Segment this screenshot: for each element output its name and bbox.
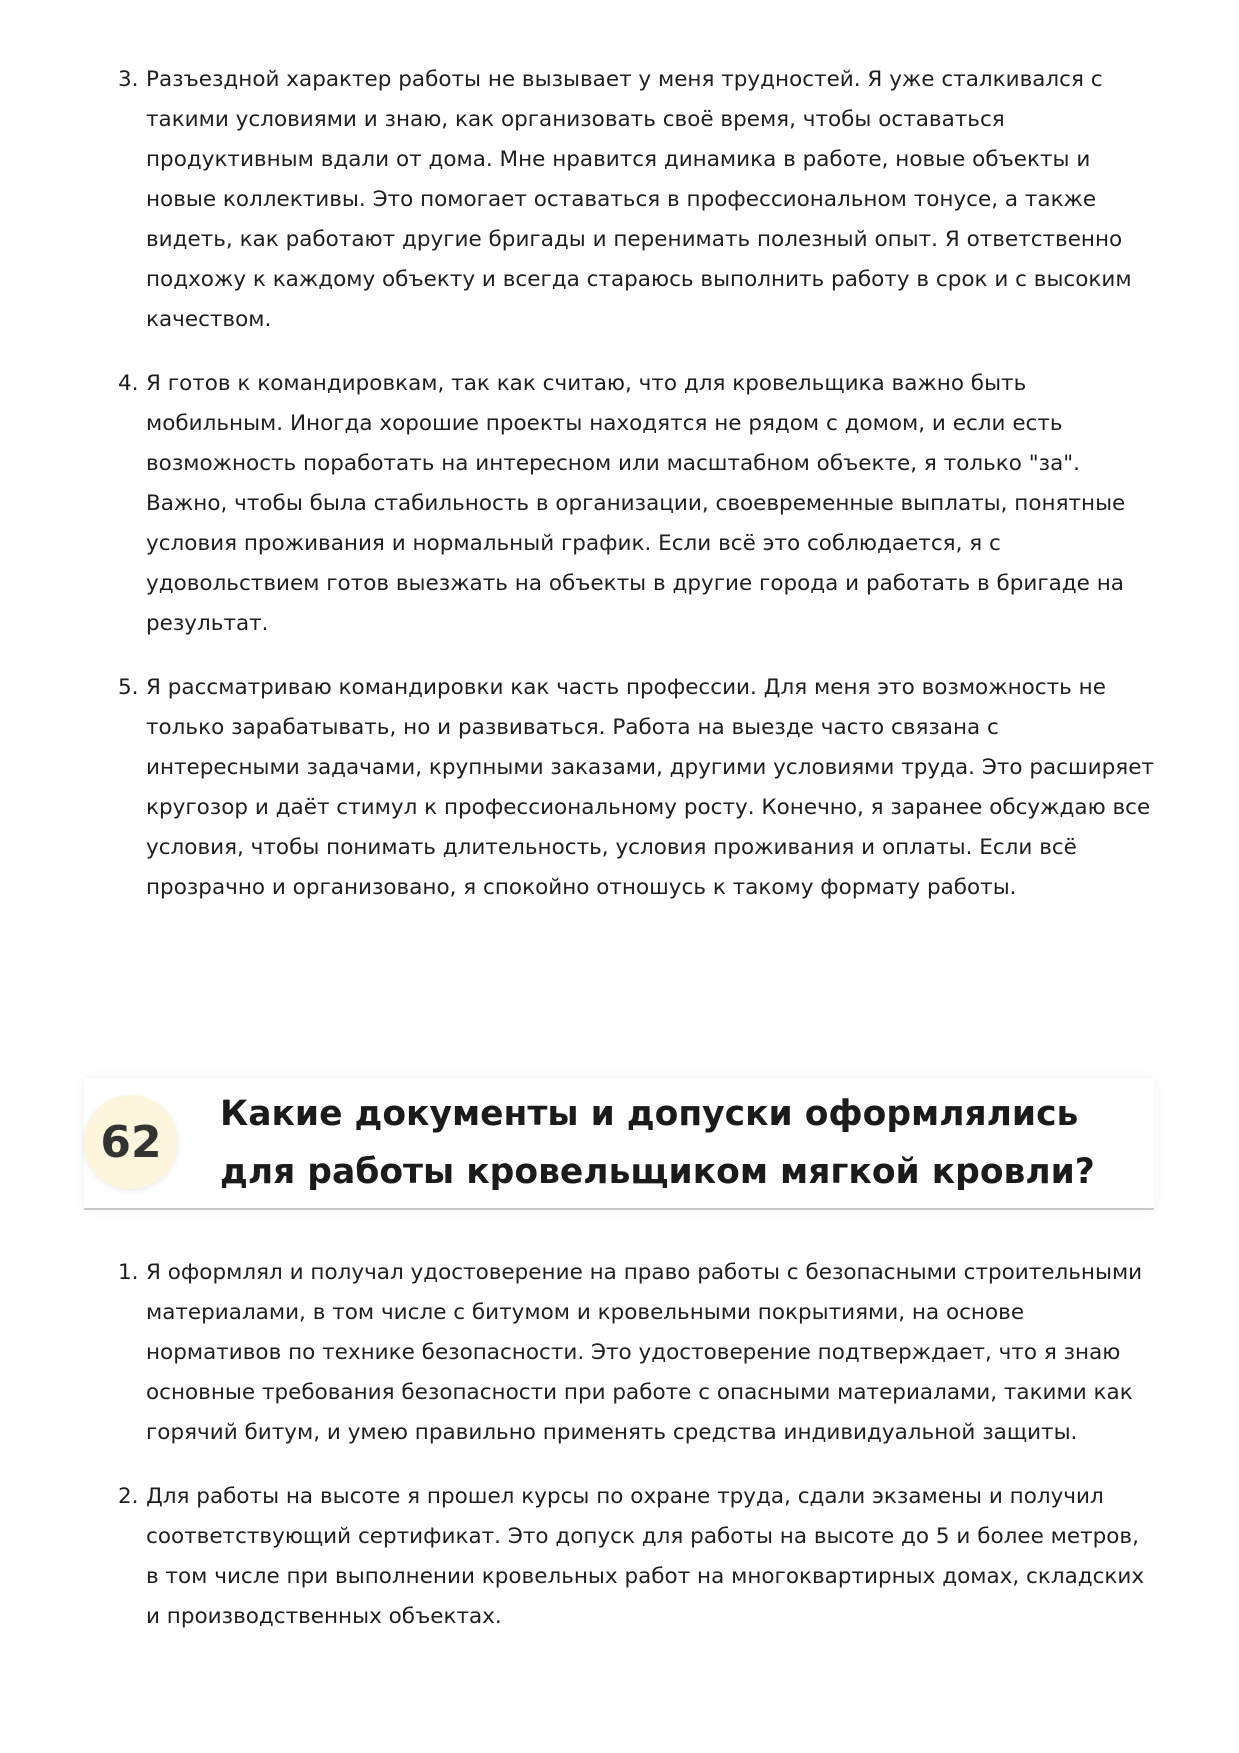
question-title: Какие документы и допуски оформлялись для работы кровельщиком мягкой кровли? — [220, 1094, 1095, 1192]
item-number: 2. — [118, 1484, 139, 1509]
item-text: Для работы на высоте я прошел курсы по охране труда, сдали экзамены и получил соответствующий сертификат. Это допуск для работы на высоте до 5 и более метров, в том числе при выполнении кровельных работ на многоквартирных домах, складских и производственных объектах. — [146, 1484, 1145, 1629]
item-text: Я готов к командировкам, так как считаю, что для кровельщика важно быть мобильным. Иногда хорошие проекты находятся не рядом с домом, и если есть возможность поработать на интересном или масштабном объекте, я только "за". Важно, чтобы была стабильность в организации, своевременные выплаты, понятные условия проживания и нормальный график. Если всё это соблюдается, я с удовольствием готов выезжать на объекты в другие города и работать в бригаде на результат. — [146, 371, 1126, 636]
list-item — [118, 60, 1158, 340]
item-number: 5. — [118, 675, 139, 700]
previous-answers-list — [118, 60, 1158, 932]
item-text: Я оформлял и получал удостоверение на право работы с безопасными строительными материалами, в том числе с битумом и кровельными покрытиями, на основе нормативов по технике безопасности. Это удостоверение подтверждает, что я знаю основные требования безопасности при работе с опасными материалами, такими как горячий битум, и умею правильно применять средства индивидуальной защиты. — [146, 1260, 1143, 1445]
item-number: 1. — [118, 1260, 139, 1285]
question-header — [84, 1078, 1154, 1210]
item-number: 4. — [118, 371, 139, 396]
item-text: Разъездной характер работы не вызывает у меня трудностей. Я уже сталкивался с такими условиями и знаю, как организовать своё время, чтобы оставаться продуктивным вдали от дома. Мне нравится динамика в работе, новые объекты и новые коллективы. Это помогает оставаться в профессиональном тонусе, а также видеть, как работают другие бригады и перенимать полезный опыт. Я ответственно подхожу к каждому объекту и всегда стараюсь выполнить работу в срок и с высоким качеством. — [146, 67, 1132, 332]
list-item — [118, 364, 1158, 644]
item-text: Я рассматриваю командировки как часть профессии. Для меня это возможность не только зарабатывать, но и развиваться. Работа на выезде часто связана с интересными задачами, крупными заказами, другими условиями труда. Это расширяет кругозор и даёт стимул к профессиональному росту. Конечно, я заранее обсуждаю все условия, чтобы понимать длительность, условия проживания и оплаты. Если всё прозрачно и организовано, я спокойно отношусь к такому формату работы. — [146, 675, 1154, 900]
list-item — [118, 668, 1158, 908]
list-item — [118, 1253, 1158, 1453]
list-item — [118, 1477, 1158, 1637]
question-number-badge: 62 — [84, 1095, 178, 1189]
item-number: 3. — [118, 67, 139, 92]
answers-list — [118, 1253, 1158, 1661]
